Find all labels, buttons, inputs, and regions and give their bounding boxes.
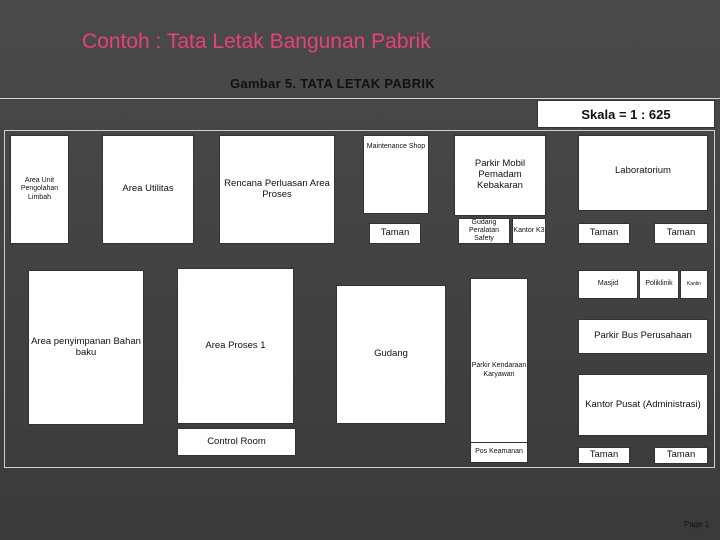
- building-parkir-kendaraan: Parkir Kendaraan Karyawan: [470, 278, 528, 463]
- building-laboratorium: Laboratorium: [578, 135, 708, 211]
- building-pos-keamanan: Pos Keamanan: [470, 442, 528, 463]
- building-area-proses-1: Area Proses 1: [177, 268, 294, 424]
- page-number: Page 1: [684, 520, 710, 529]
- building-taman-4: Taman: [578, 447, 630, 464]
- building-kantor-k3: Kantor K3: [512, 218, 546, 244]
- building-area-unit-pengolahan-limbah: Area Unit Pengolahan Limbah: [10, 135, 69, 244]
- diagram-title: Gambar 5. TATA LETAK PABRIK: [230, 76, 436, 91]
- building-maintenance-shop: Maintenance Shop: [363, 135, 429, 214]
- slide-title: Contoh : Tata Letak Bangunan Pabrik: [82, 30, 431, 53]
- building-poliklinik: Poliklinik: [639, 270, 679, 299]
- building-gudang-peralatan-safety: Gudang Peralatan Safety: [458, 218, 510, 244]
- top-divider: [0, 98, 720, 99]
- building-masjid: Masjid: [578, 270, 638, 299]
- building-area-utilitas: Area Utilitas: [102, 135, 194, 244]
- building-area-penyimpanan: Area penyimpanan Bahan baku: [28, 270, 144, 425]
- building-rencana-perluasan: Rencana Perluasan Area Proses: [219, 135, 335, 244]
- building-taman-3: Taman: [654, 223, 708, 244]
- building-control-room: Control Room: [177, 428, 296, 456]
- building-kantor-pusat: Kantor Pusat (Administrasi): [578, 374, 708, 436]
- building-gudang: Gudang: [336, 285, 446, 424]
- building-kantin: Kantin: [680, 270, 708, 299]
- building-parkir-bus: Parkir Bus Perusahaan: [578, 319, 708, 354]
- building-taman-2: Taman: [578, 223, 630, 244]
- building-taman-1: Taman: [369, 223, 421, 244]
- scale-label: Skala = 1 : 625: [537, 100, 715, 128]
- building-taman-5: Taman: [654, 447, 708, 464]
- building-parkir-mobil-pemadam: Parkir Mobil Pemadam Kebakaran: [454, 135, 546, 216]
